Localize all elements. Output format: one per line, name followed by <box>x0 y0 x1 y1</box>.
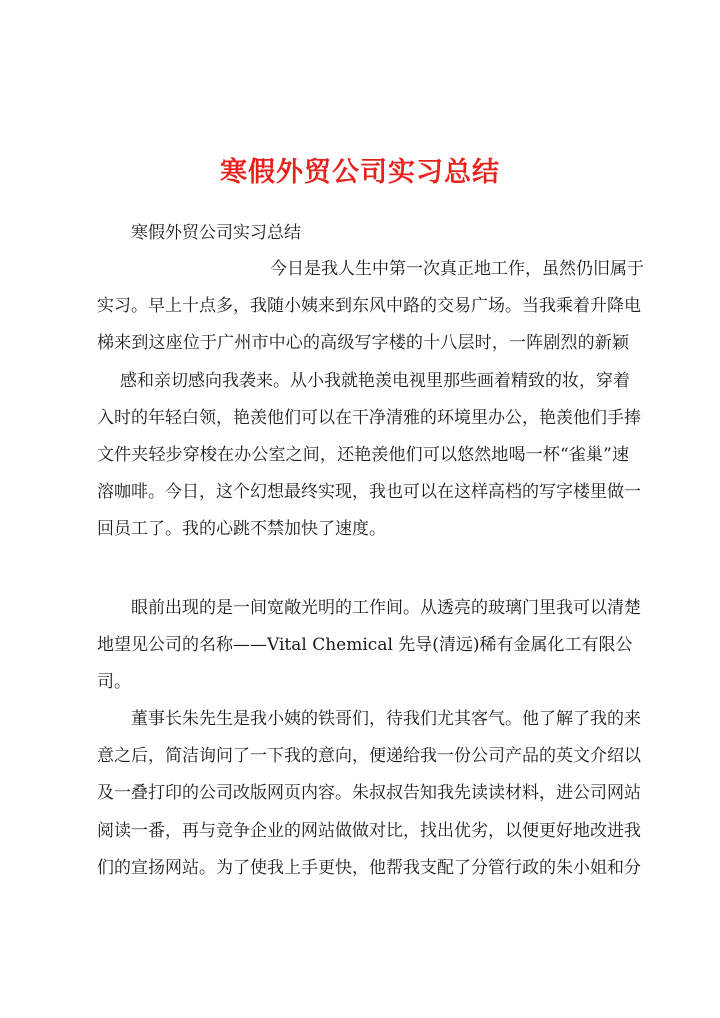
paragraph-line: 实习。早上十点多，我随小姨来到东风中路的交易广场。当我乘着升降电 <box>97 296 641 316</box>
paragraph-line: 意之后，简洁询问了一下我的意向，便递给我一份公司产品的英文介绍以 <box>97 746 641 766</box>
paragraph-line: 董事长朱先生是我小姨的铁哥们，待我们尤其客气。他了解了我的来 <box>131 709 641 729</box>
paragraph-line: 及一叠打印的公司改版网页内容。朱叔叔告知我先读读材料，进公司网站 <box>97 783 641 803</box>
paragraph-line: 入时的年轻白领，艳羡他们可以在干净清雅的环境里办公，艳羡他们手捧 <box>97 408 641 428</box>
paragraph-line: 阅读一番，再与竞争企业的网站做做对比，找出优劣，以便更好地改进我 <box>97 821 641 841</box>
document-title: 寒假外贸公司实习总结 <box>220 157 500 188</box>
paragraph-line: 今日是我人生中第一次真正地工作，虽然仍旧属于 <box>270 259 644 279</box>
paragraph-line: 回员工了。我的心跳不禁加快了速度。 <box>97 519 386 539</box>
paragraph-line: 感和亲切感向我袭来。从小我就艳羡电视里那些画着精致的妆，穿着 <box>120 371 630 391</box>
paragraph-line: 司。 <box>97 672 131 692</box>
paragraph-line: 溶咖啡。今日，这个幻想最终实现，我也可以在这样高档的写字楼里做一 <box>97 482 641 502</box>
paragraph-line: 眼前出现的是一间宽敞光明的工作间。从透亮的玻璃门里我可以清楚 <box>131 598 641 618</box>
paragraph-line: 们的宣扬网站。为了使我上手更快，他帮我支配了分管行政的朱小姐和分 <box>97 858 641 878</box>
paragraph-line: 文件夹轻步穿梭在办公室之间，还艳羡他们可以悠然地喝一杯“雀巢”速 <box>97 445 629 465</box>
paragraph-line: 地望见公司的名称——Vital Chemical 先导(清远)稀有金属化工有限公 <box>97 635 633 655</box>
paragraph-line: 梯来到这座位于广州市中心的高级写字楼的十八层时，一阵剧烈的新颖 <box>97 333 629 353</box>
document-subtitle: 寒假外贸公司实习总结 <box>131 223 301 243</box>
